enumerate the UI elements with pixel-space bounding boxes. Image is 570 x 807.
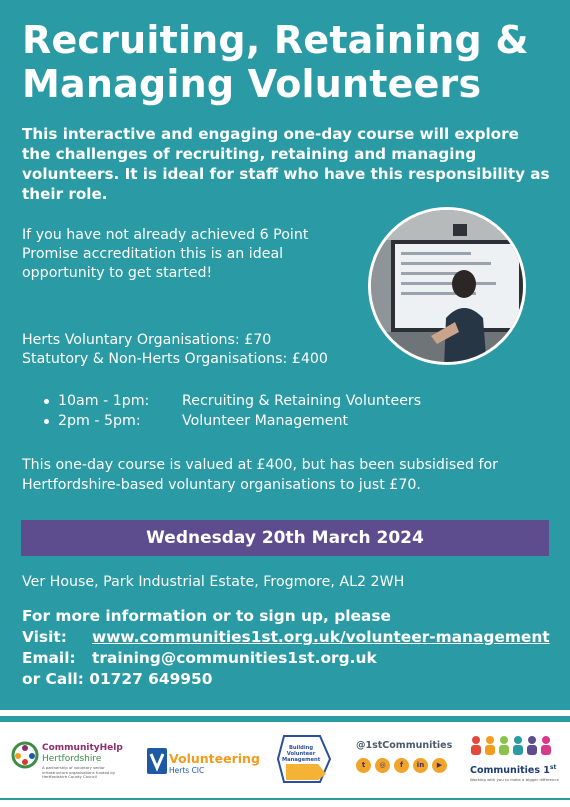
social-media bbox=[354, 730, 458, 790]
phone-text: or Call: 01727 649950 bbox=[22, 670, 213, 688]
session-topic: Volunteer Management bbox=[182, 412, 349, 429]
volunteer-management-logo bbox=[276, 730, 332, 790]
contact-heading: For more information or to sign up, please bbox=[22, 607, 391, 625]
twitter-icon[interactable]: t bbox=[356, 758, 371, 773]
visit-link[interactable]: www.communities1st.org.uk/volunteer-management bbox=[92, 628, 550, 646]
price-non-herts: Statutory & Non-Herts Organisations: £400 bbox=[22, 351, 328, 367]
divider bbox=[0, 710, 570, 716]
session-time: 10am - 1pm: bbox=[58, 393, 150, 409]
session-list bbox=[44, 392, 524, 431]
page-title: Recruiting, Retaining & Managing Volunteers bbox=[22, 18, 529, 106]
communities1st-tagline: Working with you to make a bigger difference bbox=[470, 777, 559, 782]
price-list bbox=[22, 331, 382, 369]
people-row-icon bbox=[468, 732, 560, 762]
email-link[interactable]: training@communities1st.org.uk bbox=[92, 649, 377, 667]
subsidy-text: This one-day course is valued at £400, but has been subsidised for Hertfordshire-based voluntary organisations to just £70. bbox=[22, 457, 499, 493]
volunteering-herts-logo bbox=[147, 730, 259, 790]
communityhelp-name: CommunityHelp bbox=[42, 743, 123, 753]
session-time: 2pm - 5pm: bbox=[58, 412, 141, 429]
session-topic: Recruiting & Retaining Volunteers bbox=[182, 393, 422, 409]
communities1st-logo bbox=[468, 730, 564, 790]
volunteer-management-text: Building Volunteer Management bbox=[282, 745, 321, 763]
visit-label: Visit: bbox=[22, 628, 67, 646]
course-date: Wednesday 20th March 2024 bbox=[21, 520, 549, 556]
trainer-photo bbox=[368, 207, 526, 365]
contact-block bbox=[22, 606, 567, 690]
instagram-icon[interactable]: ◎ bbox=[375, 758, 390, 773]
social-handle: @1stCommunities bbox=[356, 740, 453, 751]
communityhelp-sub: Hertfordshire bbox=[42, 754, 102, 764]
bottom-border bbox=[0, 800, 570, 807]
price-herts: Herts Voluntary Organisations: £70 bbox=[22, 332, 272, 348]
linkedin-icon[interactable]: in bbox=[413, 758, 428, 773]
session-item bbox=[44, 392, 524, 412]
youtube-icon[interactable]: ▶ bbox=[432, 758, 447, 773]
course-intro: This interactive and engaging one-day course will explore the challenges of recruiting, retaining and managing volunteers. It is ideal for staff who have this responsibility as their role. bbox=[22, 125, 550, 203]
communities1st-name: Communities 1st bbox=[470, 764, 557, 777]
communityhelp-tagline: A partnership of voluntary sector infrastructure organisations funded by Hertfordshire County Council bbox=[42, 765, 116, 780]
session-item bbox=[44, 412, 524, 432]
communityhelp-logo bbox=[10, 730, 128, 790]
email-label: Email: bbox=[22, 649, 76, 667]
people-circle-icon bbox=[10, 740, 40, 770]
facebook-icon[interactable]: f bbox=[394, 758, 409, 773]
v-badge-icon bbox=[147, 748, 167, 774]
venue-address: Ver House, Park Industrial Estate, Frogmore, AL2 2WH bbox=[22, 574, 405, 590]
volunteering-name: Volunteering bbox=[169, 751, 260, 766]
partner-logos bbox=[0, 722, 570, 798]
volunteering-sub: Herts CIC bbox=[169, 766, 205, 775]
promise-text: If you have not already achieved 6 Point Promise accreditation this is an ideal opportunity to get started! bbox=[22, 227, 309, 281]
